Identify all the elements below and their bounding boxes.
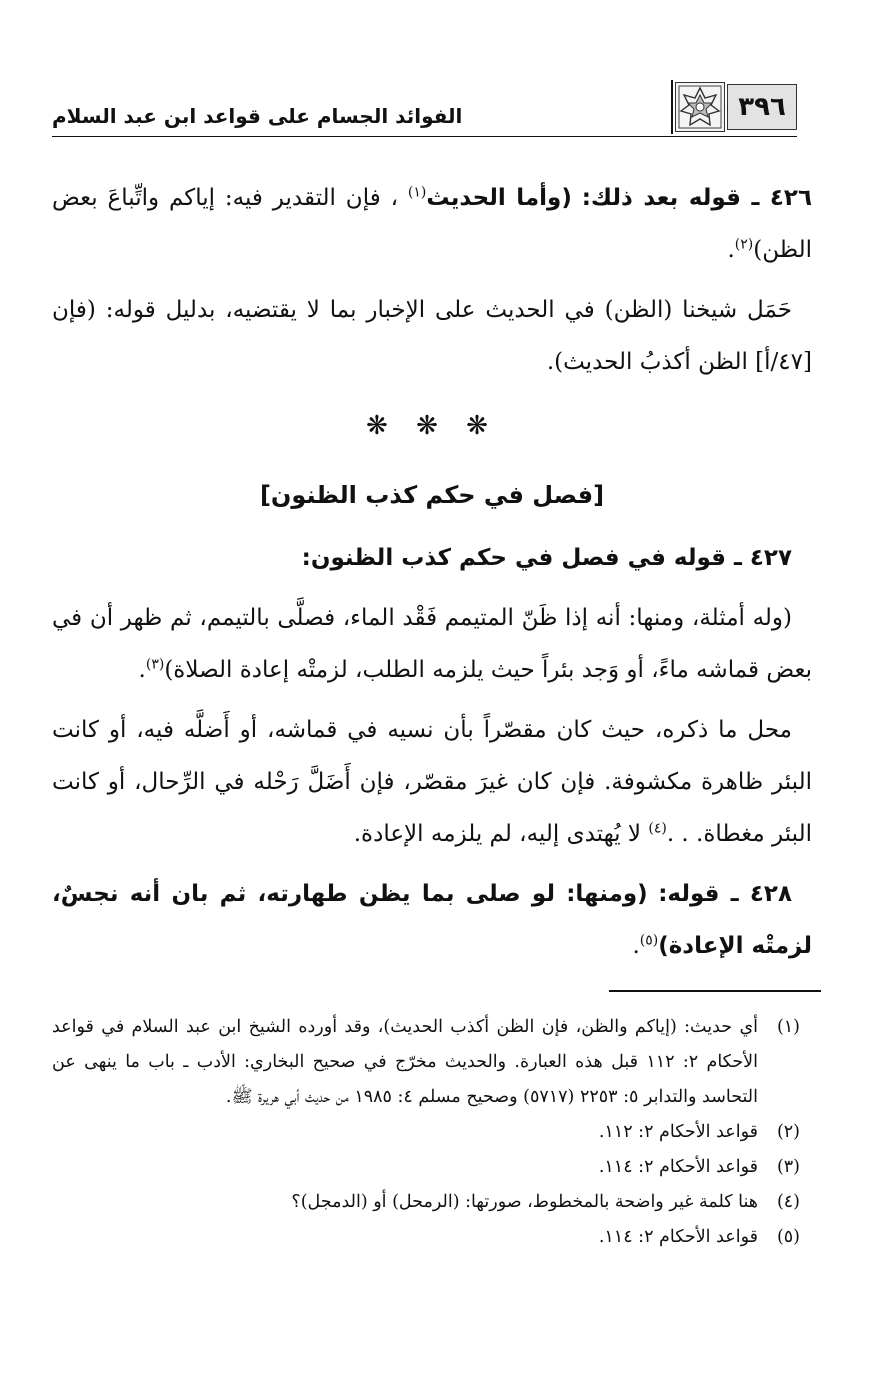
footnote-2 xyxy=(52,1115,800,1150)
footnote-4 xyxy=(52,1185,800,1220)
asterism-separator: ❋ ❋ ❋ xyxy=(366,411,498,441)
section-title: [فصل في حكم كذب الظنون] xyxy=(259,481,605,509)
footnote-number: (٤) xyxy=(776,1192,800,1212)
running-title: الفوائد الجسام على قواعد ابن عبد السلام xyxy=(52,104,463,128)
footnote-3 xyxy=(52,1150,800,1185)
footnote-number: (٥) xyxy=(776,1227,800,1247)
footnote-ref[interactable]: (٥) xyxy=(639,932,659,949)
footnote-ref[interactable]: (٣) xyxy=(145,656,165,673)
footnote-number: (١) xyxy=(776,1017,800,1037)
quoted-text: (ومنها: لو صلى بما يظن طهارته، ثم بان أنه نجسٌ، لزمتْه الإعادة) xyxy=(52,881,812,959)
commentary-427 xyxy=(52,704,812,860)
paragraph-428 xyxy=(52,868,812,972)
quoted-text: (وأما الحديث xyxy=(426,185,572,211)
footnote-divider xyxy=(609,990,821,992)
geometric-star-ornament-icon xyxy=(675,82,725,132)
paragraph-lead: ٤٢٦ ـ قوله بعد ذلك: xyxy=(581,185,813,211)
commentary-text: لا يُهتدى إليه، لم يلزمه الإعادة. xyxy=(353,821,642,847)
period: . xyxy=(632,933,640,959)
period: . xyxy=(727,237,735,263)
quoted-text: (وله أمثلة، ومنها: أنه إذا ظَنّ المتيمم فَقْد الماء، فصلَّى بالتيمم، ثم ظهر أن في بعض قماشه ماءً، أو وَجد بئراً حيث يلزمه الطلب، لزمتْه إعادة الصلاة) xyxy=(52,605,812,683)
page-number: ٣٩٦ xyxy=(727,84,797,130)
commentary-text: محل ما ذكره، حيث كان مقصّراً بأن نسيه في قماشه، أو أَضلَّه فيه، أو كانت البئر ظاهرة مكشوفة. فإن كان غيرَ مقصّر، فإن أَضَلَّ رَحْله في الرِّحال، أو كانت البئر مغطاة. . . xyxy=(52,717,812,847)
paragraph-lead: ٤٢٧ ـ قوله في فصل في حكم كذب الظنون: xyxy=(301,545,792,571)
quote-427 xyxy=(52,592,812,696)
period: . xyxy=(138,657,146,683)
paragraph-426 xyxy=(52,172,812,276)
footnote-ref[interactable]: (٤) xyxy=(648,820,667,837)
paragraph-lead: ٤٢٨ ـ قوله: xyxy=(658,881,792,907)
footnote-text: أي حديث: (إياكم والظن، فإن الظن أكذب الحديث)، وقد أورده الشيخ ابن عبد السلام في قواعد الأحكام ٢: ١١٢ قبل هذه العبارة. والحديث مخرّج في صحيح البخاري: الأدب ـ باب ما ينهى عن التحاسد والتدابر ٥: ٢٢٥٣ (٥٧١٧) وصحيح مسلم ٤: ١٩٨٥ من حديث أبي هريرة ﷺ. xyxy=(52,1017,758,1107)
footnotes xyxy=(52,1010,800,1255)
footnote-text: قواعد الأحكام ٢: ١١٢. xyxy=(598,1122,758,1142)
footnote-number: (٢) xyxy=(776,1122,800,1142)
running-header xyxy=(52,78,797,137)
quoted-text: ، فإن التقدير فيه: إياكم واتِّباعَ بعض الظن) xyxy=(52,185,812,263)
footnote-ref[interactable]: (١) xyxy=(407,184,427,201)
header-divider xyxy=(671,80,673,134)
paragraph-427-lead xyxy=(52,532,812,584)
footnote-1 xyxy=(52,1010,800,1115)
footnote-ref[interactable]: (٢) xyxy=(734,236,754,253)
footnote-text: قواعد الأحكام ٢: ١١٤. xyxy=(598,1227,758,1247)
footnote-5 xyxy=(52,1220,800,1255)
footnote-number: (٣) xyxy=(776,1157,800,1177)
commentary-426: حَمَل شيخنا (الظن) في الحديث على الإخبار بما لا يقتضيه، بدليل قوله: (فإن [٤٧/أ] الظن أكذبُ الحديث). xyxy=(52,297,812,375)
main-text xyxy=(52,172,812,980)
footnote-text: هنا كلمة غير واضحة بالمخطوط، صورتها: (الرمحل) أو (الدمجل)؟ xyxy=(291,1192,758,1212)
footnote-text: قواعد الأحكام ٢: ١١٤. xyxy=(598,1157,758,1177)
